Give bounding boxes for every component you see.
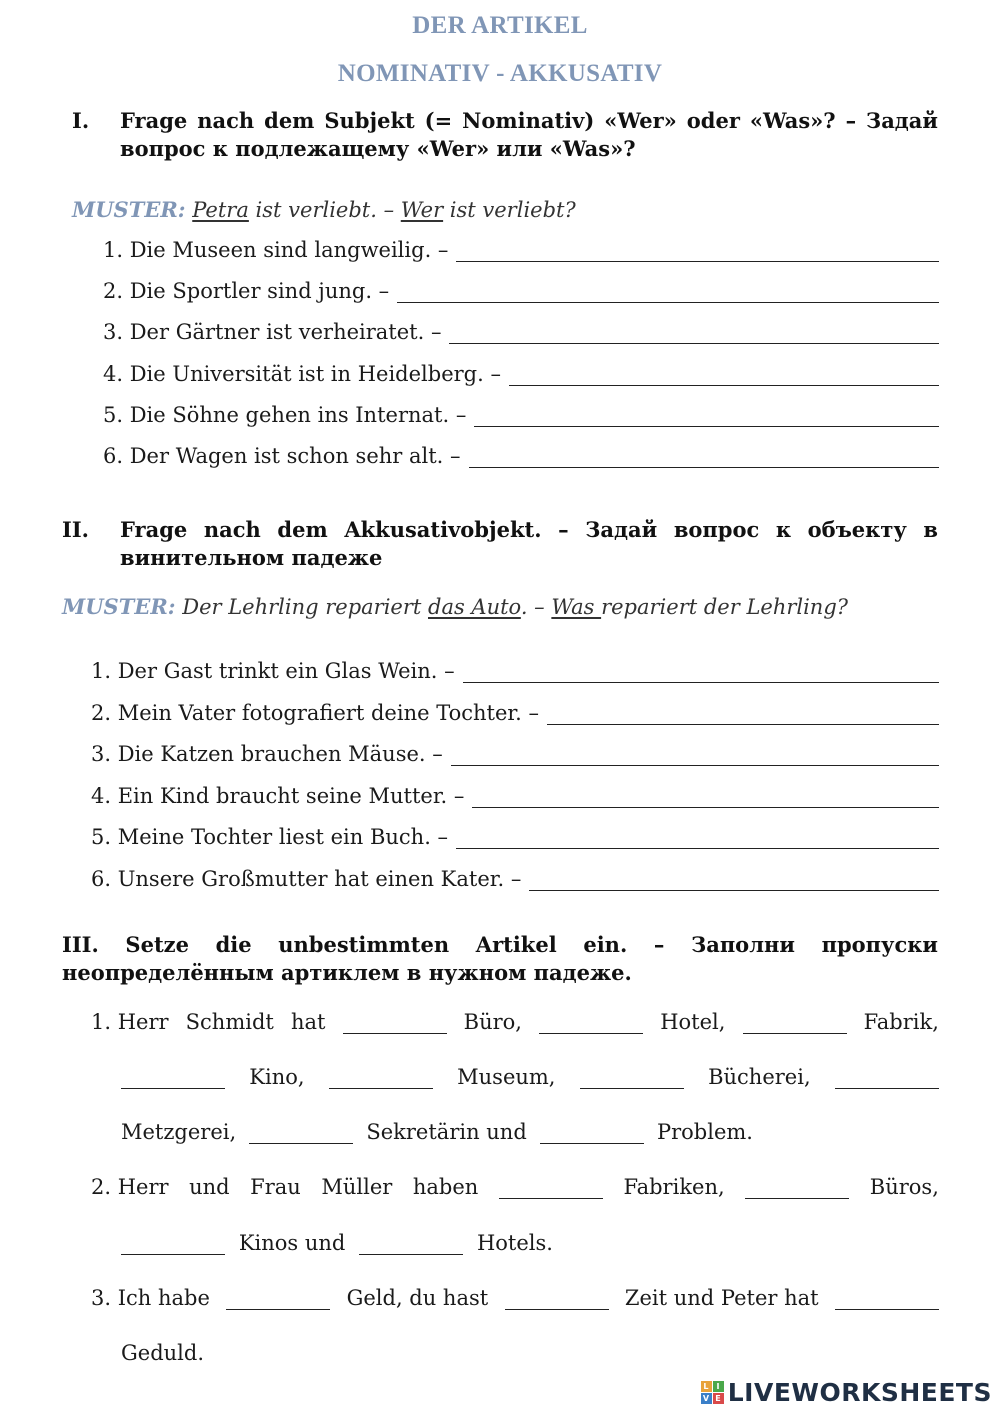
muster-question: Wer — [400, 198, 444, 222]
word: 2. Herr — [91, 1175, 169, 1199]
word: Geld, du hast — [346, 1286, 489, 1310]
article-blank[interactable] — [835, 1072, 939, 1089]
answer-blank[interactable] — [529, 872, 939, 891]
item-text: 4. Die Universität ist in Heidelberg. – — [103, 362, 501, 386]
article-blank[interactable] — [505, 1293, 609, 1310]
section-1-item — [103, 362, 939, 386]
muster-text: . – — [520, 595, 552, 619]
exercise-1-row — [121, 1120, 753, 1144]
section-1-item — [103, 403, 939, 427]
section-1-example — [72, 197, 576, 222]
section-2-item — [91, 867, 939, 891]
word: Kinos und — [238, 1231, 346, 1255]
answer-blank[interactable] — [449, 325, 939, 344]
item-text: 3. Der Gärtner ist verheiratet. – — [103, 320, 442, 344]
article-blank[interactable] — [226, 1293, 330, 1310]
muster-text-end: ist verliebt? — [443, 198, 576, 222]
item-text: 2. Die Sportler sind jung. – — [103, 279, 390, 303]
exercise-3-row — [91, 1286, 939, 1310]
article-blank[interactable] — [580, 1072, 684, 1089]
article-blank[interactable] — [343, 1017, 447, 1034]
answer-blank[interactable] — [456, 243, 939, 262]
article-blank[interactable] — [359, 1238, 463, 1255]
liveworksheets-logo — [701, 1378, 992, 1407]
word: 3. Ich habe — [91, 1286, 210, 1310]
exercise-2-row — [121, 1231, 553, 1255]
item-text: 2. Mein Vater fotografiert deine Tochter. – — [91, 701, 539, 725]
section-1-number: I. — [72, 108, 90, 133]
muster-text-end: repariert der Lehrling? — [601, 595, 849, 619]
word: Bücherei, — [708, 1065, 811, 1089]
answer-blank[interactable] — [456, 830, 939, 849]
item-text: 4. Ein Kind braucht seine Mutter. – — [91, 784, 465, 808]
word: Hotels. — [476, 1231, 553, 1255]
section-2-line1: Frage nach dem Akkusativobjekt. – Задай вопрос к объекту в — [120, 517, 938, 542]
word: Problem. — [656, 1120, 753, 1144]
article-blank[interactable] — [835, 1293, 939, 1310]
logo-mark-letter: V — [701, 1393, 712, 1404]
section-1-line1: Frage nach dem Subjekt (= Nominativ) «Wer» oder «Was»? – Задай — [120, 108, 938, 133]
section-1-heading — [72, 107, 938, 167]
answer-blank[interactable] — [472, 789, 939, 808]
muster-text: Der Lehrling repariert — [175, 595, 428, 619]
exercise-1-row — [121, 1065, 939, 1089]
section-3-line2: неопределённым артиклем в нужном падеже. — [62, 960, 632, 985]
word: haben — [412, 1175, 479, 1199]
exercise-1-row — [91, 1010, 939, 1034]
section-1-item — [103, 320, 939, 344]
section-2-number: II. — [62, 517, 89, 542]
item-text: 5. Die Söhne gehen ins Internat. – — [103, 403, 467, 427]
article-blank[interactable] — [329, 1072, 433, 1089]
section-2-example — [62, 594, 848, 619]
article-blank[interactable] — [540, 1127, 644, 1144]
answer-blank[interactable] — [463, 664, 939, 683]
answer-blank[interactable] — [469, 449, 939, 468]
item-text: 6. Unsere Großmutter hat einen Kater. – — [91, 867, 522, 891]
article-blank[interactable] — [745, 1182, 849, 1199]
muster-object: das Auto — [428, 595, 521, 619]
article-blank[interactable] — [499, 1182, 603, 1199]
muster-text: ist verliebt. – — [248, 198, 401, 222]
muster-label: MUSTER: — [72, 197, 186, 222]
exercise-3-row — [121, 1341, 204, 1365]
section-1-item — [103, 444, 939, 468]
word: Sekretärin und — [366, 1120, 527, 1144]
word: Schmidt — [185, 1010, 274, 1034]
word: Büro, — [463, 1010, 522, 1034]
item-text: 1. Die Museen sind langweilig. – — [103, 238, 449, 262]
page-title: DER ARTIKEL — [412, 12, 588, 39]
muster-label: MUSTER: — [62, 594, 176, 619]
answer-blank[interactable] — [547, 706, 939, 725]
logo-text: LIVEWORKSHEETS — [727, 1378, 992, 1407]
word: Zeit und Peter hat — [624, 1286, 819, 1310]
section-2-item — [91, 742, 939, 766]
section-1-item — [103, 238, 939, 262]
section-1-line2: вопрос к подлежащему «Wer» или «Was»? — [120, 136, 636, 161]
word: Hotel, — [660, 1010, 726, 1034]
word: hat — [290, 1010, 326, 1034]
item-text: 1. Der Gast trinkt ein Glas Wein. – — [91, 659, 455, 683]
section-2-line2: винительном падеже — [120, 545, 383, 570]
section-2-item — [91, 701, 939, 725]
logo-mark-letter: I — [713, 1381, 724, 1392]
article-blank[interactable] — [249, 1127, 353, 1144]
logo-mark-icon — [701, 1381, 724, 1404]
word: Frau — [250, 1175, 301, 1199]
article-blank[interactable] — [539, 1017, 643, 1034]
section-3-heading — [62, 931, 938, 991]
logo-mark-letter: L — [701, 1381, 712, 1392]
answer-blank[interactable] — [509, 367, 939, 386]
word: Metzgerei, — [121, 1120, 237, 1144]
word: 1. Herr — [91, 1010, 169, 1034]
item-text: 6. Der Wagen ist schon sehr alt. – — [103, 444, 461, 468]
answer-blank[interactable] — [451, 747, 939, 766]
page-subtitle: NOMINATIV - AKKUSATIV — [337, 60, 663, 87]
item-text: 5. Meine Tochter liest ein Buch. – — [91, 825, 449, 849]
word: Geduld. — [121, 1341, 205, 1365]
item-text: 3. Die Katzen brauchen Mäuse. – — [91, 742, 443, 766]
section-2-item — [91, 659, 939, 683]
article-blank[interactable] — [743, 1017, 847, 1034]
article-blank[interactable] — [121, 1238, 225, 1255]
word: Kino, — [249, 1065, 305, 1089]
word: Museum, — [457, 1065, 556, 1089]
section-2-item — [91, 825, 939, 849]
muster-subject: Petra — [192, 198, 249, 222]
word: Fabriken, — [623, 1175, 725, 1199]
section-2-heading — [62, 516, 938, 576]
section-1-item — [103, 279, 939, 303]
answer-blank[interactable] — [397, 284, 939, 303]
exercise-2-row — [91, 1175, 939, 1199]
word: und — [189, 1175, 230, 1199]
answer-blank[interactable] — [474, 408, 939, 427]
article-blank[interactable] — [121, 1072, 225, 1089]
section-3-line1: III. Setze die unbestimmten Artikel ein. – Заполни пропуски — [62, 932, 938, 957]
word: Müller — [321, 1175, 393, 1199]
section-2-item — [91, 784, 939, 808]
logo-mark-letter: E — [713, 1393, 724, 1404]
word: Büros, — [869, 1175, 939, 1199]
word: Fabrik, — [863, 1010, 939, 1034]
muster-question: Was — [551, 595, 602, 619]
